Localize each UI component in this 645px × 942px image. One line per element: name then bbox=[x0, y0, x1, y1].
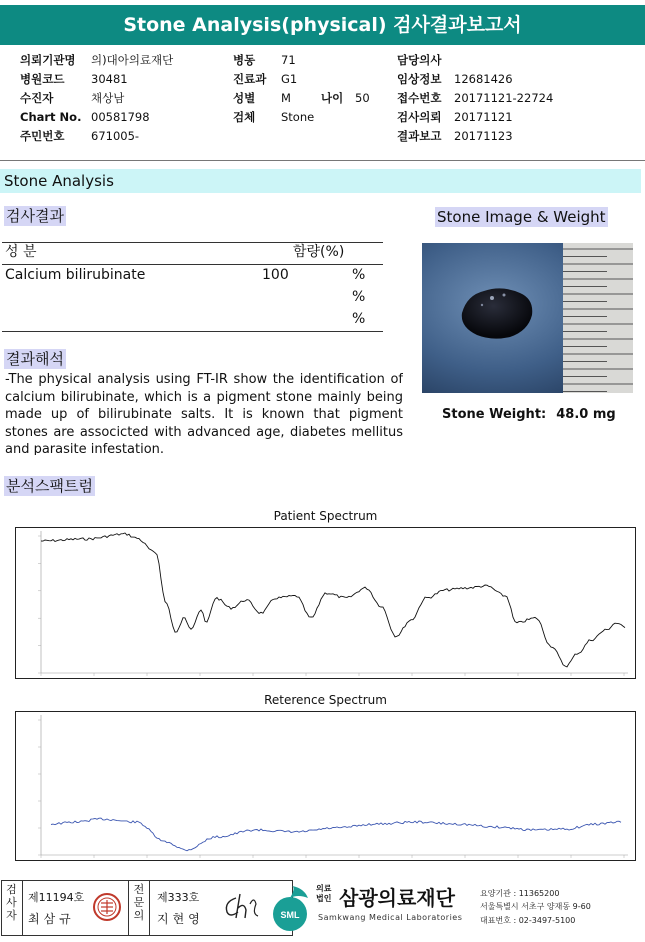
org-address: 서울특별시 서초구 양재동 9-60 bbox=[480, 902, 591, 911]
reviewer-license: 제333호 bbox=[157, 891, 200, 904]
stone-weight-label: Stone Weight: bbox=[442, 407, 547, 422]
info-value: 12681426 bbox=[454, 72, 513, 86]
reviewer-signature-icon bbox=[222, 892, 262, 926]
stone-weight-value: 48.0 mg bbox=[556, 407, 616, 422]
reviewer-label: 전 문 의 bbox=[128, 880, 150, 936]
info-label: 검사의뢰 bbox=[397, 110, 442, 124]
info-value: 00581798 bbox=[91, 110, 150, 124]
stone-weight bbox=[442, 407, 616, 422]
result-component: Calcium bilirubinate bbox=[5, 267, 146, 283]
info-label: 검체 bbox=[233, 110, 256, 124]
age-label: 나이 bbox=[321, 91, 344, 105]
section-spectrum: 분석스팩트럼 bbox=[6, 477, 93, 495]
footer bbox=[0, 880, 645, 936]
org-logo-icon bbox=[268, 884, 316, 936]
org-corp-label: 의료 법인 bbox=[316, 884, 332, 903]
info-value: 의)대아의료재단 bbox=[91, 53, 174, 67]
info-label: 병원코드 bbox=[20, 72, 65, 86]
inspector-license: 제11194호 bbox=[28, 891, 85, 904]
result-unit: % bbox=[352, 311, 366, 327]
info-value: Stone bbox=[281, 110, 315, 124]
reviewer-name: 지현영 bbox=[157, 912, 204, 926]
reference-spectrum-plot bbox=[15, 711, 636, 861]
header-divider bbox=[0, 160, 645, 161]
info-label: 접수번호 bbox=[397, 91, 442, 105]
patient-spectrum-plot bbox=[15, 527, 636, 679]
info-label: 성별 bbox=[233, 91, 256, 105]
info-value: 20171121 bbox=[454, 110, 513, 124]
info-label: 의뢰기관명 bbox=[20, 53, 76, 67]
info-label: 주민번호 bbox=[20, 129, 65, 143]
info-value: 671005- bbox=[91, 129, 140, 143]
inspector-name: 최삼규 bbox=[28, 912, 75, 926]
header-content: 함량(%) bbox=[293, 244, 345, 260]
result-unit: % bbox=[352, 289, 366, 305]
org-logo-text: SML bbox=[280, 910, 300, 920]
patient-info-col2 bbox=[233, 51, 370, 127]
reference-spectrum-title: Reterence Spectrum bbox=[264, 693, 387, 707]
org-name: 삼광의료재단 bbox=[339, 886, 455, 910]
inspector-label: 검 사 자 bbox=[1, 880, 23, 936]
info-label: 진료과 bbox=[233, 72, 267, 86]
info-value: 30481 bbox=[91, 72, 128, 86]
info-value: 20171121-22724 bbox=[454, 91, 554, 105]
patient-info-col3 bbox=[397, 51, 553, 146]
report-title: Stone Analysis(physical) 검사결과보고서 bbox=[0, 5, 645, 45]
age-value: 50 bbox=[355, 91, 370, 105]
inspector-seal-icon bbox=[92, 892, 122, 926]
table-header-line bbox=[2, 264, 383, 265]
info-value: M bbox=[281, 91, 291, 105]
org-english-name: Samkwang Medical Laboratories bbox=[318, 913, 463, 922]
info-value: 71 bbox=[281, 53, 296, 67]
org-phone: 대표번호 : 02-3497-5100 bbox=[480, 916, 576, 925]
info-value: 20171123 bbox=[454, 129, 513, 143]
info-value: G1 bbox=[281, 72, 298, 86]
patient-spectrum-line bbox=[41, 533, 625, 667]
info-value: 채상남 bbox=[91, 91, 125, 105]
info-label: 임상정보 bbox=[397, 72, 442, 86]
patient-info-col1 bbox=[20, 51, 173, 146]
patient-spectrum-title: Patient Spectrum bbox=[273, 509, 378, 523]
info-label: 수진자 bbox=[20, 91, 54, 105]
section-image-weight: Stone Image & Weight bbox=[437, 208, 606, 226]
info-label: 병동 bbox=[233, 53, 256, 67]
header-component: 성 분 bbox=[5, 244, 37, 260]
table-bottom-line bbox=[2, 331, 383, 332]
info-label: 결과보고 bbox=[397, 129, 442, 143]
result-amount: 100 bbox=[262, 267, 289, 283]
section-stone-analysis: Stone Analysis bbox=[0, 169, 641, 193]
stone-photo bbox=[422, 243, 633, 393]
section-results: 검사결과 bbox=[6, 207, 64, 225]
org-code: 요양기관 : 11365200 bbox=[480, 889, 560, 898]
result-unit: % bbox=[352, 267, 366, 283]
reference-spectrum-line bbox=[51, 818, 621, 851]
interpretation-text: -The physical analysis using FT-IR show the identification of calcium bilirubinate, which is a pigment stone mainly being made up of bilirubinate salts. It is known that pigment stones are associcted with advanced age, diabetes mellitus and parasite infestation. bbox=[5, 372, 403, 455]
info-label: Chart No. bbox=[20, 110, 82, 124]
info-label: 담당의사 bbox=[397, 53, 442, 67]
section-interpretation: 결과해석 bbox=[6, 350, 64, 368]
